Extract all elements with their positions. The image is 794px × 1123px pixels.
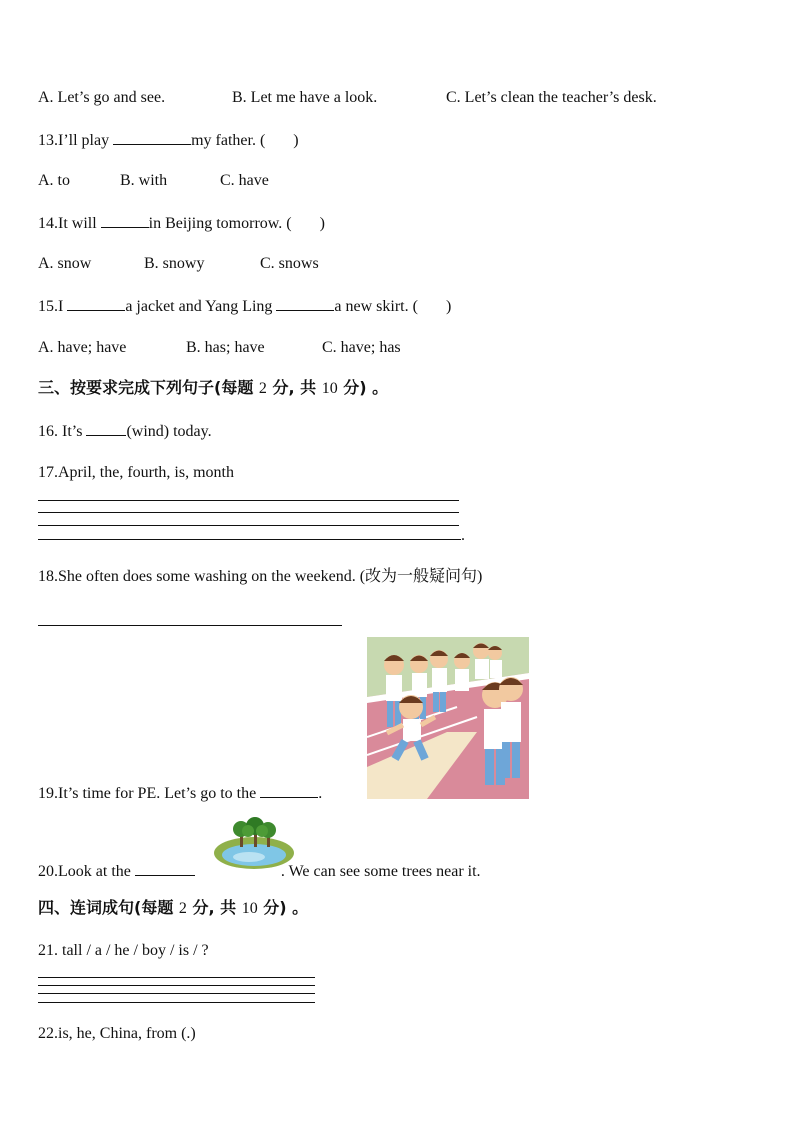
- q14-blank[interactable]: [101, 213, 149, 228]
- q21-answer-line-4[interactable]: [38, 1002, 315, 1003]
- q19-blank[interactable]: [260, 783, 318, 798]
- q16-question: 16. It’s (wind) today.: [38, 423, 212, 440]
- q17-answer-line-4[interactable]: [38, 539, 461, 540]
- q17-question: 17.April, the, fourth, is, month: [38, 464, 234, 481]
- q13-option-a: A. to: [38, 172, 70, 189]
- q13-option-b: B. with: [120, 172, 168, 189]
- q20-blank[interactable]: [135, 861, 195, 876]
- q21-question: 21. tall / a / he / boy / is / ?: [38, 942, 209, 959]
- q13-blank[interactable]: [113, 130, 191, 145]
- section-4-heading: 四、连词成句(每题 2 分, 共 10 分) 。: [38, 898, 309, 917]
- q14-option-b: B. snowy: [144, 255, 205, 272]
- q21-answer-line-1[interactable]: [38, 977, 315, 978]
- q22-question: 22.is, he, China, from (.): [38, 1025, 196, 1042]
- q13-question: 13.I’ll play my father. ( ): [38, 132, 299, 149]
- q21-answer-line-3[interactable]: [38, 993, 315, 994]
- q14-question: 14.It will in Beijing tomorrow. ( ): [38, 215, 325, 232]
- q12-option-b: B. Let me have a look.: [232, 89, 378, 106]
- q14-option-a: A. snow: [38, 255, 92, 272]
- q15-option-a: A. have; have: [38, 339, 127, 356]
- q17-answer-line-3[interactable]: [38, 525, 459, 526]
- q19-question: 19.It’s time for PE. Let’s go to the .: [38, 785, 323, 802]
- q13-option-c: C. have: [220, 172, 269, 189]
- playground-picture: [367, 637, 529, 799]
- q21-answer-line-2[interactable]: [38, 985, 315, 986]
- q17-end-period: .: [461, 527, 465, 544]
- q20-question: 20.Look at the . We can see some trees near it.: [38, 863, 481, 880]
- q15-option-b: B. has; have: [186, 339, 265, 356]
- q15-blank-2[interactable]: [276, 296, 334, 311]
- q17-answer-line-1[interactable]: [38, 500, 459, 501]
- q18-question: 18.She often does some washing on the weekend. (改为一般疑问句): [38, 568, 483, 585]
- q16-blank[interactable]: [86, 421, 126, 436]
- q12-option-a: A. Let’s go and see.: [38, 89, 166, 106]
- q14-option-c: C. snows: [260, 255, 319, 272]
- q12-option-c: C. Let’s clean the teacher’s desk.: [446, 89, 657, 106]
- q15-question: 15.I a jacket and Yang Ling a new skirt. ( ): [38, 298, 452, 315]
- q15-blank-1[interactable]: [67, 296, 125, 311]
- q17-answer-line-2[interactable]: [38, 512, 459, 513]
- section-3-heading: 三、按要求完成下列句子(每题 2 分, 共 10 分) 。: [38, 378, 389, 397]
- q18-answer-line[interactable]: [38, 625, 342, 626]
- q15-option-c: C. have; has: [322, 339, 401, 356]
